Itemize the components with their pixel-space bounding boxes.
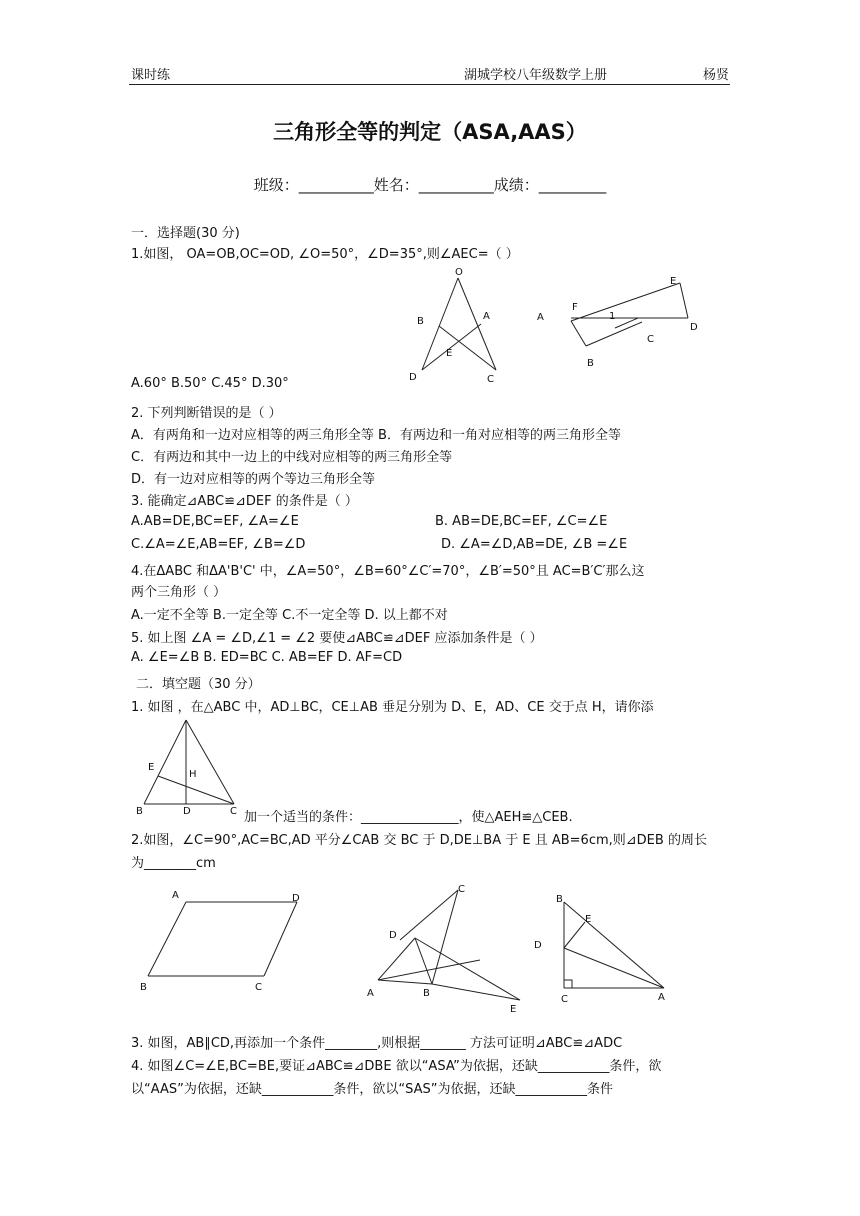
section-1-heading: 一．选择题(30 分) <box>131 226 240 241</box>
question-5-options: A. ∠E=∠B B. ED=BC C. AB=EF D. AF=CD <box>131 650 403 665</box>
fig2-label-f: F <box>572 302 578 313</box>
fig2-label-1: 1 <box>609 311 616 322</box>
figure-1 <box>408 264 510 388</box>
question-1: 1.如图， OA=OB,OC=OD, ∠O=50°，∠D=35°,则∠AEC=（ ） <box>131 247 519 262</box>
fig4-label-d: D <box>292 893 300 904</box>
question-3-option-a: A.AB=DE,BC=EF, ∠A=∠E <box>131 514 299 529</box>
fill-question-4-line-1: 4. 如图∠C=∠E,BC=BE,要证⊿ABC≌⊿DBE 欲以“ASA”为依据，还缺___________条件，欲 <box>131 1059 662 1074</box>
fill-question-4-line-2: 以“AAS”为依据，还缺___________条件，欲以“SAS”为依据，还缺___________条件 <box>131 1082 613 1097</box>
fill-question-2-line-2: 为________cm <box>131 856 216 871</box>
fig1-label-b: B <box>417 316 424 327</box>
fill-question-1: 1. 如图 ，在△ABC 中，AD⊥BC，CE⊥AB 垂足分别为 D、E，AD、CE 交于点 H，请你添 <box>131 700 654 715</box>
fig4-label-b: B <box>140 982 147 993</box>
fig6-label-e: E <box>585 914 592 925</box>
fill-question-3: 3. 如图，AB∥CD,再添加一个条件________,则根据_______ 方法可证明⊿ABC≌⊿ADC <box>131 1036 623 1051</box>
fill-question-1-line-2: 加一个适当的条件：_______________，使△AEH≌△CEB. <box>244 810 573 825</box>
fig6-label-d: D <box>534 940 542 951</box>
fig5-label-b: B <box>423 988 430 999</box>
question-2: 2. 下列判断错误的是（ ） <box>131 406 282 421</box>
question-4-line-2: 两个三角形（ ） <box>131 585 227 600</box>
fig5-label-e: E <box>510 1004 517 1015</box>
fig1-label-c: C <box>487 374 494 385</box>
figure-5 <box>360 880 540 1016</box>
fig3-label-h: H <box>189 769 197 780</box>
header-center: 湖城学校八年级数学上册 <box>464 68 608 83</box>
fig3-label-c: C <box>230 806 237 817</box>
question-3-option-d: D. ∠A=∠D,AB=DE, ∠B =∠E <box>441 537 628 552</box>
question-4-line-1: 4.在ΔABC 和ΔA'B'C' 中，∠A=50°，∠B=60°∠C′=70°，∠B′=50°且 AC=B′C′那么这 <box>131 564 645 579</box>
fig2-label-e: E <box>670 276 677 287</box>
header-left: 课时练 <box>131 68 171 83</box>
figure-4 <box>134 884 310 994</box>
fig3-label-d: D <box>183 806 191 817</box>
question-3: 3. 能确定⊿ABC≌⊿DEF 的条件是（ ） <box>131 494 358 509</box>
question-5: 5. 如上图 ∠A = ∠D,∠1 = ∠2 要使⊿ABC≌⊿DEF 应添加条件是（ ） <box>131 631 543 646</box>
question-4-options: A.一定不全等 B.一定全等 C.不一定全等 D. 以上都不对 <box>131 608 448 623</box>
figure-6 <box>530 888 690 1012</box>
fig5-label-a: A <box>367 988 374 999</box>
fig4-label-c: C <box>255 982 262 993</box>
figure-2 <box>530 272 702 372</box>
fig6-label-b: B <box>556 894 563 905</box>
fig1-label-e: E <box>446 348 453 359</box>
fig2-label-a: A <box>537 312 544 323</box>
fig2-label-b: B <box>587 358 594 369</box>
question-3-option-c: C.∠A=∠E,AB=EF, ∠B=∠D <box>131 537 306 552</box>
section-2-heading: 二．填空题（30 分） <box>136 677 261 692</box>
question-3-option-b: B. AB=DE,BC=EF, ∠C=∠E <box>435 514 608 529</box>
fig1-label-a: A <box>483 311 490 322</box>
fig2-label-c: C <box>647 334 654 345</box>
fig5-label-d: D <box>389 930 397 941</box>
question-2-option-ab: A．有两角和一边对应相等的两三角形全等 B．有两边和一角对应相等的两三角形全等 <box>131 428 621 443</box>
student-info-line: 班级：__________姓名：__________成绩：_________ <box>253 176 607 194</box>
fig5-label-c: C <box>458 884 465 895</box>
question-2-option-d: D．有一边对应相等的两个等边三角形全等 <box>131 472 376 487</box>
page-title: 三角形全等的判定（ASA,AAS） <box>273 120 587 144</box>
fig2-label-d: D <box>690 322 698 333</box>
fig1-label-o: O <box>455 267 463 278</box>
header-right: 杨贤 <box>703 68 730 83</box>
fig4-label-a: A <box>172 890 179 901</box>
fill-question-2: 2.如图，∠C=90°,AC=BC,AD 平分∠CAB 交 BC 于 D,DE⊥BA 于 E 且 AB=6cm,则⊿DEB 的周长 <box>131 833 707 848</box>
fig1-label-d: D <box>409 372 417 383</box>
fig3-label-b: B <box>136 806 143 817</box>
fig6-label-a: A <box>658 992 665 1003</box>
fig6-label-c: C <box>561 994 568 1005</box>
fig3-label-e: E <box>148 762 155 773</box>
figure-3 <box>134 714 244 822</box>
header-rule <box>129 84 730 85</box>
question-2-option-c: C．有两边和其中一边上的中线对应相等的两三角形全等 <box>131 450 453 465</box>
question-1-options: A.60° B.50° C.45° D.30° <box>131 376 289 391</box>
